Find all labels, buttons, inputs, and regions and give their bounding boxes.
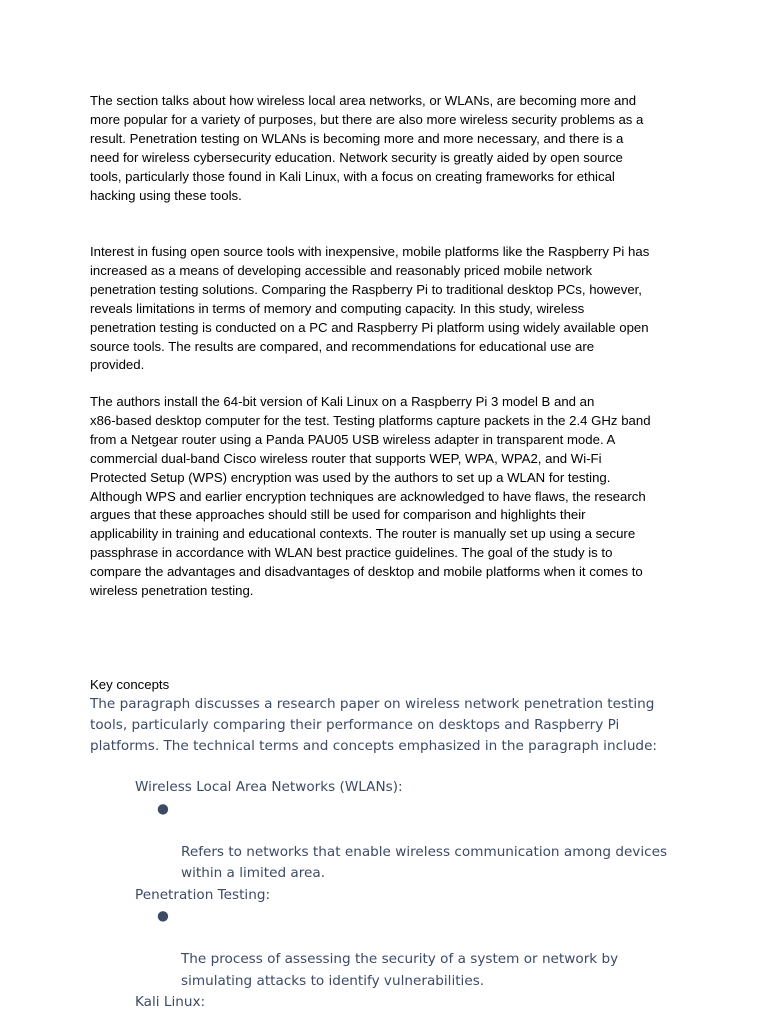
key-concepts-heading: Key concepts — [90, 677, 170, 692]
body-paragraph-test-setup: The authors install the 64-bit version of Kali Linux on a Raspberry Pi 3 model B and an x86-based desktop computer for the test. Testing platforms capture packets in the 2.4 GHz band from a Netgear router using a Panda PAU05 USB wireless adapter in transparent mode. A commercial dual-band Cisco wireless router that supports WEP, WPA, WPA2, and Wi-Fi Protected Setup (WPS) encryption was used by the authors to set up a WLAN for testing. Although WPS and earlier encryption techniques are acknowledged to have flaws, the research argues that these approaches should still be used for comparison and highlights their applicability in training and educational contexts. The router is manually set up using a secure passphrase in accordance with WLAN best practice guidelines. The goal of the study is to compare the advantages and disadvantages of desktop and mobile platforms when it comes to wireless penetration testing. — [90, 394, 651, 599]
concept-term-penetration-testing: Penetration Testing: — [135, 886, 271, 903]
body-paragraph-wlan-overview: The section talks about how wireless local area networks, or WLANs, are becoming more and more popular for a variety of purposes, but there are also more wireless security problems as a result. Penetration testing on WLANs is becoming more and more necessary, and there is a need for wireless cybersecurity education. Network security is greatly aided by open source tools, particularly those found in Kali Linux, with a focus on creating frameworks for ethical hacking using these tools. — [90, 93, 644, 203]
key-concepts-intro: The paragraph discusses a research paper on wireless network penetration testing tools, particularly comparing their performance on desktops and Raspberry Pi platforms. The technical terms and concepts emphasized in the paragraph include: — [90, 696, 658, 754]
key-concepts-list — [135, 777, 695, 1014]
body-paragraph-raspberry-pi: Interest in fusing open source tools with inexpensive, mobile platforms like the Raspberry Pi has increased as a means of developing accessible and reasonably priced mobile network penetration testing solutions. Comparing the Raspberry Pi to traditional desktop PCs, however, reveals limitations in terms of memory and computing capacity. In this study, wireless penetration testing is conducted on a PC and Raspberry Pi platform using widely available open source tools. The results are compared, and recommendations for educational use are provided. — [90, 244, 650, 373]
concept-term-kali-linux: Kali Linux: — [135, 994, 206, 1010]
bullet-icon: ● — [157, 800, 169, 817]
concept-term-wlans: Wireless Local Area Networks (WLANs): — [135, 779, 403, 795]
concept-bullets-penetration-testing — [135, 906, 695, 992]
bullet-icon: ● — [157, 908, 169, 924]
concept-description-wlans: Refers to networks that enable wireless communication among devices within a limited area. — [181, 843, 668, 881]
concept-bullet-item — [135, 799, 695, 885]
concept-bullets-wlans — [135, 799, 695, 885]
concept-description-penetration-testing: The process of assessing the security of a system or network by simulating attacks to identify vulnerabilities. — [181, 951, 619, 989]
concept-bullet-item — [135, 906, 695, 992]
